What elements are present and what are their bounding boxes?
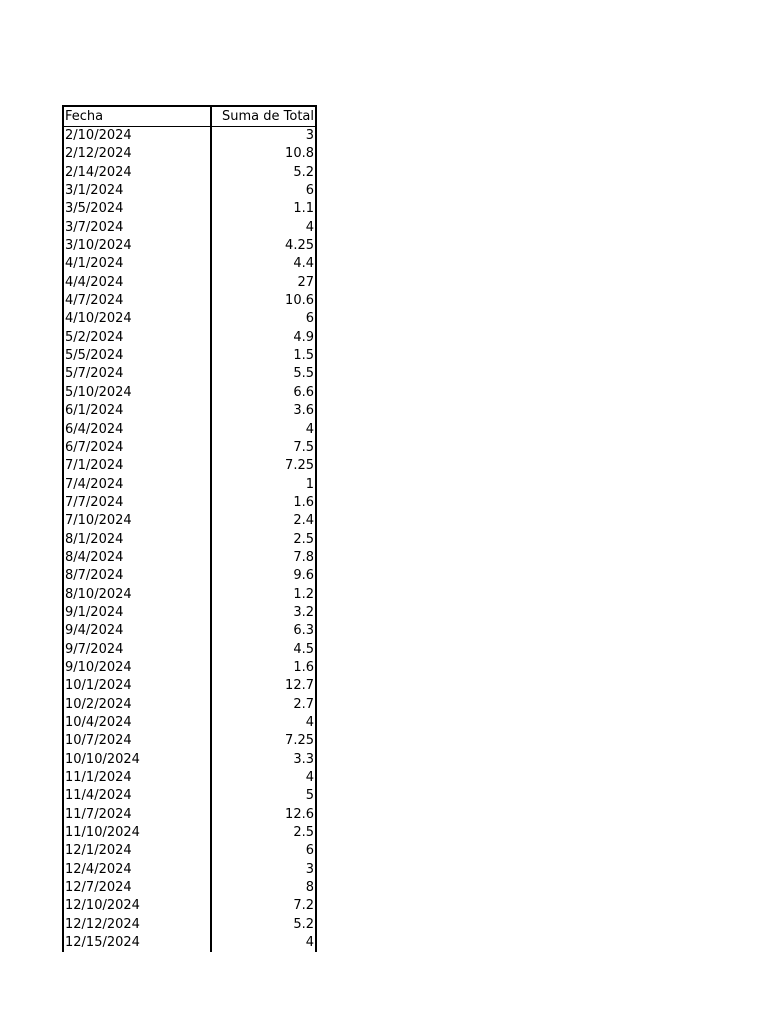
cell-suma-de-total: 3.3 (293, 751, 314, 767)
cell-fecha: 9/1/2024 (63, 604, 211, 622)
cell-suma-de-total: 4.5 (293, 641, 314, 657)
table-row (63, 127, 316, 146)
cell-fecha: 8/1/2024 (63, 531, 211, 549)
table-row (63, 842, 316, 860)
column-header-suma-de-total: Suma de Total (211, 106, 316, 127)
cell-fecha: 11/10/2024 (63, 824, 211, 842)
cell-fecha: 3/5/2024 (63, 200, 211, 218)
cell-fecha: 8/10/2024 (63, 586, 211, 604)
table-row (63, 347, 316, 365)
table-row (63, 824, 316, 842)
table-row (63, 567, 316, 585)
cell-fecha: 11/4/2024 (63, 787, 211, 805)
table-row (63, 476, 316, 494)
cell-suma-de-total: 4 (305, 421, 314, 437)
cell-fecha: 8/7/2024 (63, 567, 211, 585)
table-row (63, 549, 316, 567)
table-row (63, 934, 316, 952)
cell-fecha: 4/10/2024 (63, 310, 211, 328)
cell-fecha: 3/10/2024 (63, 237, 211, 255)
cell-fecha: 7/10/2024 (63, 512, 211, 530)
table-row (63, 421, 316, 439)
cell-fecha: 10/10/2024 (63, 751, 211, 769)
cell-fecha: 5/2/2024 (63, 329, 211, 347)
cell-fecha: 6/7/2024 (63, 439, 211, 457)
table-row (63, 329, 316, 347)
table-row (63, 732, 316, 750)
cell-fecha: 6/1/2024 (63, 402, 211, 420)
table-row (63, 237, 316, 255)
cell-fecha: 11/1/2024 (63, 769, 211, 787)
cell-fecha: 10/4/2024 (63, 714, 211, 732)
table-row (63, 402, 316, 420)
cell-fecha: 12/10/2024 (63, 897, 211, 915)
cell-suma-de-total: 1.6 (293, 659, 314, 675)
table-row (63, 861, 316, 879)
table-row (63, 806, 316, 824)
cell-suma-de-total: 3.2 (293, 604, 314, 620)
cell-fecha: 2/10/2024 (63, 127, 211, 146)
table-row (63, 145, 316, 163)
table-row (63, 586, 316, 604)
cell-fecha: 12/1/2024 (63, 842, 211, 860)
table-row (63, 787, 316, 805)
cell-suma-de-total: 6 (305, 183, 314, 199)
table-row (63, 384, 316, 402)
table-row (63, 494, 316, 512)
cell-suma-de-total: 4 (305, 935, 314, 951)
cell-fecha: 3/7/2024 (63, 219, 211, 237)
cell-suma-de-total: 8 (305, 880, 314, 896)
cell-suma-de-total: 5.2 (293, 164, 314, 180)
table-row (63, 310, 316, 328)
cell-suma-de-total: 4.9 (293, 329, 314, 345)
cell-fecha: 4/1/2024 (63, 255, 211, 273)
cell-fecha: 4/4/2024 (63, 274, 211, 292)
table-row (63, 292, 316, 310)
cell-suma-de-total: 1.1 (293, 201, 314, 217)
table-row (63, 879, 316, 897)
cell-suma-de-total: 10.8 (285, 146, 314, 162)
cell-suma-de-total: 3 (305, 128, 314, 143)
table-row (63, 751, 316, 769)
cell-fecha: 2/14/2024 (63, 164, 211, 182)
table-row (63, 274, 316, 292)
pivot-table (62, 105, 317, 952)
cell-fecha: 12/15/2024 (63, 934, 211, 952)
cell-suma-de-total: 2.5 (293, 825, 314, 841)
cell-suma-de-total: 12.6 (285, 806, 314, 822)
table-row (63, 457, 316, 475)
cell-suma-de-total: 5.2 (293, 916, 314, 932)
table-row (63, 769, 316, 787)
cell-suma-de-total: 1.2 (293, 586, 314, 602)
column-header-fecha: Fecha (63, 106, 211, 127)
table-row (63, 255, 316, 273)
cell-fecha: 7/7/2024 (63, 494, 211, 512)
cell-suma-de-total: 6.3 (293, 623, 314, 639)
cell-fecha: 9/10/2024 (63, 659, 211, 677)
table-row (63, 200, 316, 218)
cell-suma-de-total: 4.25 (285, 238, 314, 254)
table-row (63, 512, 316, 530)
table-row (63, 897, 316, 915)
cell-fecha: 3/1/2024 (63, 182, 211, 200)
cell-suma-de-total: 1.6 (293, 494, 314, 510)
cell-fecha: 5/7/2024 (63, 365, 211, 383)
cell-suma-de-total: 7.25 (285, 733, 314, 749)
cell-suma-de-total: 12.7 (285, 678, 314, 694)
table-row (63, 696, 316, 714)
cell-suma-de-total: 3 (305, 861, 314, 877)
cell-suma-de-total: 3.6 (293, 403, 314, 419)
table-row (63, 641, 316, 659)
cell-fecha: 12/12/2024 (63, 916, 211, 934)
table-row (63, 916, 316, 934)
cell-fecha: 4/7/2024 (63, 292, 211, 310)
cell-fecha: 5/5/2024 (63, 347, 211, 365)
cell-fecha: 10/2/2024 (63, 696, 211, 714)
table-row (63, 439, 316, 457)
cell-fecha: 10/7/2024 (63, 732, 211, 750)
table-row (63, 714, 316, 732)
cell-fecha: 9/4/2024 (63, 622, 211, 640)
table-row (63, 182, 316, 200)
cell-suma-de-total: 7.2 (293, 898, 314, 914)
cell-suma-de-total: 7.5 (293, 439, 314, 455)
cell-suma-de-total: 6.6 (293, 384, 314, 400)
cell-fecha: 10/1/2024 (63, 677, 211, 695)
cell-fecha: 6/4/2024 (63, 421, 211, 439)
table-header-row (63, 106, 316, 127)
cell-suma-de-total: 7.8 (293, 549, 314, 565)
table-row (63, 219, 316, 237)
table-row (63, 604, 316, 622)
cell-suma-de-total: 2.5 (293, 531, 314, 547)
cell-fecha: 2/12/2024 (63, 145, 211, 163)
table-row (63, 531, 316, 549)
table-row (63, 164, 316, 182)
cell-suma-de-total: 1.5 (293, 348, 314, 364)
cell-fecha: 11/7/2024 (63, 806, 211, 824)
cell-suma-de-total: 4 (305, 770, 314, 786)
cell-suma-de-total: 2.4 (293, 513, 314, 529)
cell-fecha: 12/4/2024 (63, 861, 211, 879)
cell-fecha: 7/1/2024 (63, 457, 211, 475)
table-row (63, 659, 316, 677)
cell-fecha: 7/4/2024 (63, 476, 211, 494)
table-row (63, 622, 316, 640)
cell-fecha: 8/4/2024 (63, 549, 211, 567)
cell-suma-de-total: 27 (297, 274, 314, 290)
cell-suma-de-total: 4.4 (293, 256, 314, 272)
cell-suma-de-total: 7.25 (285, 458, 314, 474)
table-row (63, 677, 316, 695)
cell-suma-de-total: 10.6 (285, 293, 314, 309)
cell-suma-de-total: 4 (305, 715, 314, 730)
cell-suma-de-total: 1 (305, 476, 314, 492)
cell-suma-de-total: 5 (305, 788, 314, 804)
cell-suma-de-total: 9.6 (293, 568, 314, 584)
cell-suma-de-total: 4 (305, 219, 314, 235)
cell-fecha: 12/7/2024 (63, 879, 211, 897)
cell-suma-de-total: 2.7 (293, 696, 314, 712)
cell-suma-de-total: 5.5 (293, 366, 314, 382)
cell-fecha: 5/10/2024 (63, 384, 211, 402)
table-body (63, 127, 316, 953)
cell-suma-de-total: 6 (305, 311, 314, 327)
cell-suma-de-total: 6 (305, 843, 314, 859)
table-row (63, 365, 316, 383)
cell-fecha: 9/7/2024 (63, 641, 211, 659)
